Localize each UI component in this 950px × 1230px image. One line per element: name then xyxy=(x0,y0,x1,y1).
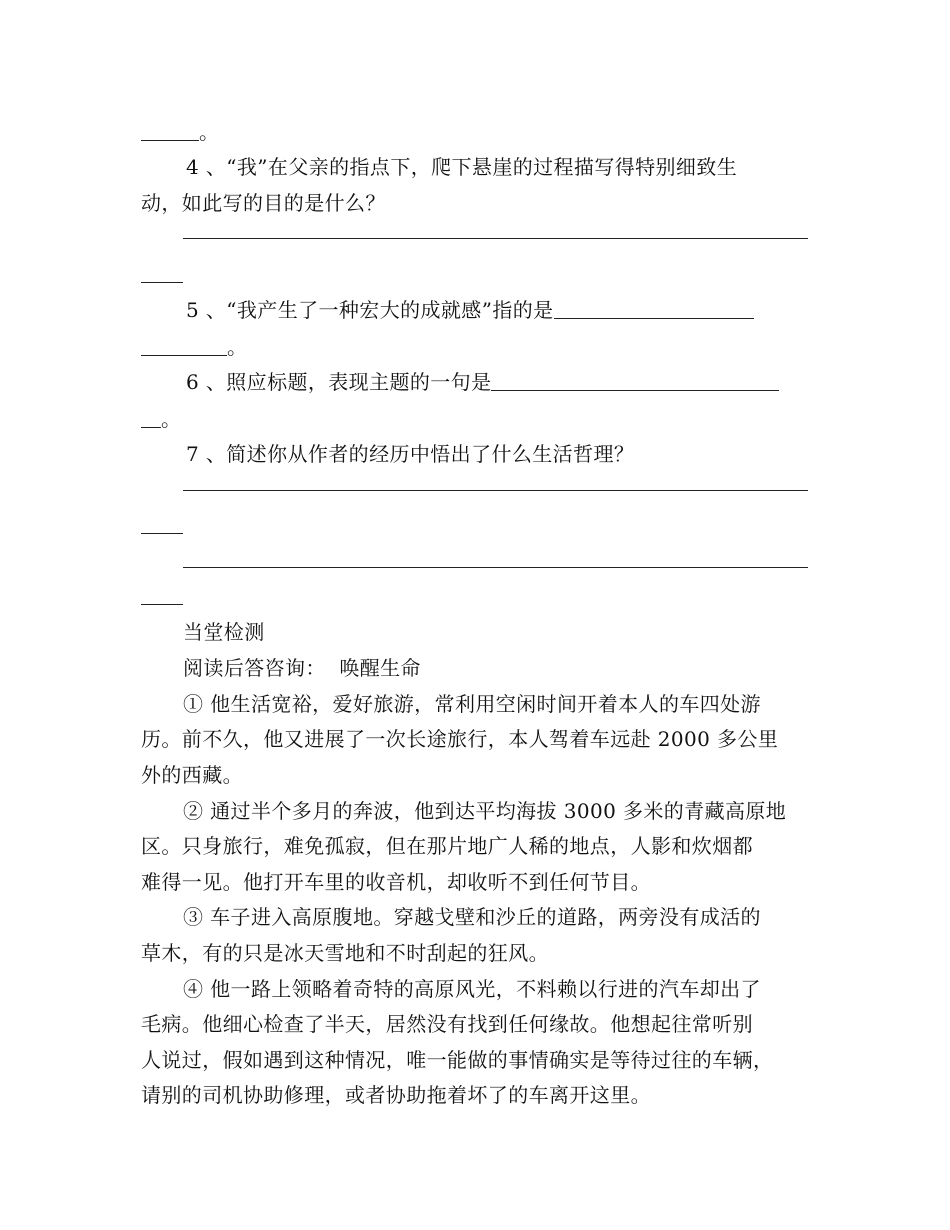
answer-blank[interactable] xyxy=(141,120,199,141)
question-5 xyxy=(0,296,950,324)
paragraph-3-line-2: 草木，有的只是冰天雪地和不时刮起的狂风。 xyxy=(141,941,549,965)
paragraph-4-line-2: 毛病。他细心检查了半天，居然没有找到任何缘故。他想起往常听别 xyxy=(141,1012,753,1036)
period: 。 xyxy=(161,407,182,431)
answer-blank-q4-tail[interactable] xyxy=(141,282,183,283)
answer-blank-q5-tail[interactable] xyxy=(141,335,227,356)
period: 。 xyxy=(199,120,220,144)
paragraph-1-line-1: ① 他生活宽裕，爱好旅游，常利用空闲时间开着本人的车四处游 xyxy=(183,692,761,716)
answer-blank-q6[interactable] xyxy=(491,370,779,391)
section-title: 当堂检测 xyxy=(183,620,265,644)
answer-blank-q7-2-tail[interactable] xyxy=(141,604,183,605)
paragraph-2-line-2: 区。只身旅行，难免孤寂，但在那片地广人稀的地点，人影和炊烟都 xyxy=(141,834,753,858)
answer-line-end xyxy=(0,118,950,146)
answer-blank-q7-1-tail[interactable] xyxy=(141,533,183,534)
question-6-text: 6 、照应标题，表现主题的一句是 xyxy=(186,370,492,394)
question-4: 4 、“我”在父亲的指点下，爬下悬崖的过程描写得特别细致生 xyxy=(186,155,738,179)
paragraph-4-line-3: 人说过，假如遇到这种情况，唯一能做的事情确实是等待过往的车辆， xyxy=(141,1048,774,1072)
answer-blank-q6-tail[interactable] xyxy=(141,407,161,428)
question-5-continued xyxy=(0,333,950,361)
paragraph-2-line-1: ② 通过半个多月的奔波，他到达平均海拔 3000 多米的青藏高原地 xyxy=(183,799,787,823)
paragraph-1-line-3: 外的西藏。 xyxy=(141,763,243,787)
paragraph-2-line-3: 难得一见。他打开车里的收音机，却收听不到任何节目。 xyxy=(141,870,651,894)
question-5-text: 5 、“我产生了一种宏大的成就感”指的是 xyxy=(186,298,554,322)
question-6 xyxy=(0,368,950,396)
question-6-continued xyxy=(0,405,950,433)
period: 。 xyxy=(227,335,248,359)
reading-title: 阅读后答咨询： 唤醒生命 xyxy=(183,656,421,680)
answer-blank-q4[interactable] xyxy=(183,238,808,239)
question-7: 7 、简述你从作者的经历中悟出了什么生活哲理？ xyxy=(186,442,635,466)
question-4-continued: 动，如此写的目的是什么？ xyxy=(141,191,386,215)
answer-blank-q5[interactable] xyxy=(554,298,754,319)
paragraph-4-line-1: ④ 他一路上领略着奇特的高原风光，不料赖以行进的汽车却出了 xyxy=(183,977,761,1001)
paragraph-1-line-2: 历。前不久，他又进展了一次长途旅行，本人驾着车远赴 2000 多公里 xyxy=(141,727,779,751)
paragraph-4-line-4: 请别的司机协助修理，或者协助拖着坏了的车离开这里。 xyxy=(141,1083,651,1107)
paragraph-3-line-1: ③ 车子进入高原腹地。穿越戈壁和沙丘的道路，两旁没有成活的 xyxy=(183,905,761,929)
answer-blank-q7-1[interactable] xyxy=(183,490,808,491)
answer-blank-q7-2[interactable] xyxy=(183,567,808,568)
